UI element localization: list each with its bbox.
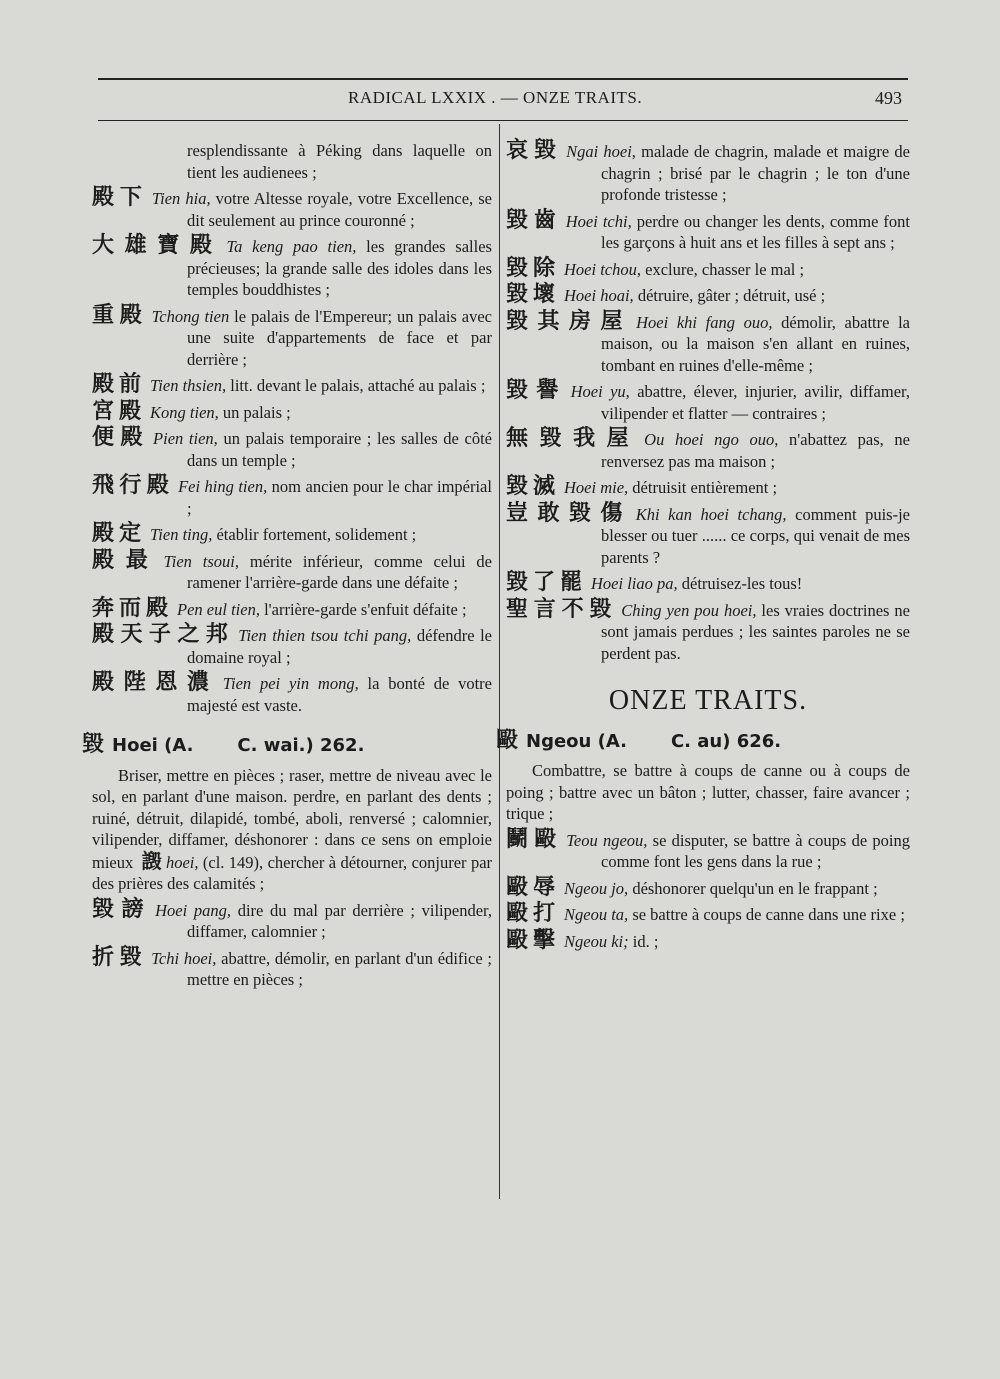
chinese-term: 毆打 xyxy=(506,901,561,926)
definition: un palais ; xyxy=(218,402,291,422)
romanization: Fei hing tien, xyxy=(178,477,268,496)
romanization: Teou ngeou, xyxy=(566,830,648,850)
definition: nom ancien pour le char impérial ; xyxy=(187,477,492,518)
running-title: RADICAL LXXIX . — ONZE TRAITS. xyxy=(348,88,643,107)
romanization: Ou hoei ngo ouo, xyxy=(644,430,779,449)
chinese-term: 毆擊 xyxy=(506,927,561,953)
romanization: Ngai hoei, xyxy=(566,142,636,161)
chinese-term: 毀壞 xyxy=(506,282,561,307)
headword-romanization: Hoei (A. xyxy=(112,735,194,756)
definition: abattre, élever, injurier, avilir, diffamer, vilipender et flatter — contraires ; xyxy=(601,382,910,423)
entry-continuation: resplendissante à Péking dans laquelle on tient les audienees ; xyxy=(187,141,492,182)
chinese-term: 毀了罷 xyxy=(506,570,588,595)
definition: déshonorer quelqu'un en le frappant ; xyxy=(628,878,878,898)
definition: se disputer, se battre à coups de poing comme font les gens dans la rue ; xyxy=(601,830,910,871)
definition: la bonté de votre majesté est vaste. xyxy=(187,674,492,715)
chinese-term: 殿下 xyxy=(92,185,148,210)
definition: l'arrière-garde s'enfuit défaite ; xyxy=(259,599,467,619)
chinese-term: 哀毀 xyxy=(506,138,563,163)
chinese-term: 宮殿 xyxy=(92,398,147,424)
chinese-term: 奔而殿 xyxy=(92,595,174,621)
headword-character: 毆 xyxy=(496,727,519,753)
chinese-term: 大雄寶殿 xyxy=(92,233,223,258)
entry xyxy=(506,140,910,206)
entry xyxy=(506,903,910,926)
chinese-term: 毀其房屋 xyxy=(506,308,633,334)
chinese-term: 毀除 xyxy=(506,255,561,281)
romanization: Hoei tchi, xyxy=(565,211,632,231)
romanization: Kong tien, xyxy=(150,402,219,422)
entry xyxy=(506,255,910,281)
page-number: 493 xyxy=(875,88,902,108)
chinese-term: 殿陛恩濃 xyxy=(92,670,219,695)
romanization: Ngeou jo, xyxy=(564,878,629,898)
chinese-term: 折毀 xyxy=(92,944,148,970)
entry xyxy=(92,235,492,301)
definition: malade de chagrin, malade et maigre de chagrin ; brisé par le chagrin ; le ton d'une profonde tristesse ; xyxy=(601,142,910,204)
entry xyxy=(92,944,492,991)
headword-entry xyxy=(496,727,910,753)
definition: litt. devant le palais, attaché au palais ; xyxy=(226,376,486,395)
romanization: Tien thsien, xyxy=(150,376,227,395)
definition: n'abattez pas, ne renversez pas ma maison ; xyxy=(601,430,910,471)
entry xyxy=(506,476,910,499)
right-column xyxy=(496,138,910,956)
chinese-term: 毀滅 xyxy=(506,474,561,499)
romanization: Tien ting, xyxy=(150,525,213,544)
column-divider xyxy=(499,124,500,1199)
romanization: Tien thien tsou tchi pang, xyxy=(238,626,412,645)
entry xyxy=(92,896,492,943)
chinese-term: 殿天子之邦 xyxy=(92,622,235,647)
headword-romanization: Ngeou (A. xyxy=(526,730,627,752)
chinese-term: 無毀我屋 xyxy=(506,426,641,451)
chinese-term: 豈敢毀傷 xyxy=(506,500,632,526)
romanization: Tien pei yin mong, xyxy=(222,674,359,693)
entry xyxy=(92,624,492,668)
headword-code: C. au) 626. xyxy=(670,730,782,752)
chinese-term: 毀譽 xyxy=(506,378,567,403)
header-rule xyxy=(98,120,908,121)
running-header xyxy=(98,88,908,114)
definition: comment puis-je blesser ou tuer ...... ce corps, qui venait de mes parents ? xyxy=(601,504,910,567)
entry xyxy=(506,927,910,953)
definition: établir fortement, solidement ; xyxy=(212,525,417,544)
chinese-term: 聖言不毀 xyxy=(506,596,618,622)
entry xyxy=(92,672,492,716)
romanization: Hoei tchou, xyxy=(564,259,641,279)
chinese-term: 毀謗 xyxy=(92,896,152,922)
chinese-term: 毆辱 xyxy=(506,874,561,900)
entry xyxy=(92,398,492,424)
definition: les vraies doctrines ne sont jamais perdues ; les saintes paroles ne se perdent pas. xyxy=(601,600,910,663)
romanization: Ngeou ta, xyxy=(564,905,629,924)
romanization: Khi kan hoei tchang, xyxy=(635,504,787,524)
chinese-term: 殿最 xyxy=(92,547,160,573)
romanization: Hoei khi fang ouo, xyxy=(636,312,773,332)
definition: détruisez-les tous! xyxy=(677,574,803,593)
headword-definition: Briser, mettre en pièces ; raser, mettre de niveau avec le sol, en parlant d'une maison. perdre, en parlant des dents ; ruiné, détruit, dilapidé, tombé, aboli, renversé ; calomnier, vilipender, diffamer, déshonorer : dans ce sens on emploie mieux 譭 hoei, (cl. 149), chercher à détourner, conjurer par des prières des calamités ; xyxy=(92,765,493,893)
entry xyxy=(506,308,910,377)
headword-entry xyxy=(82,734,492,757)
entry xyxy=(506,596,910,665)
entry xyxy=(506,826,910,873)
definition: se battre à coups de canne dans une rixe ; xyxy=(628,905,905,924)
definition: un palais temporaire ; les salles de côté dans un temple ; xyxy=(187,429,492,470)
entry xyxy=(506,207,910,254)
romanization: Pien tien, xyxy=(153,429,218,448)
chinese-term: 鬭毆 xyxy=(506,826,563,852)
definition: détruire, gâter ; détruit, usé ; xyxy=(633,286,826,305)
romanization: Hoei pang, xyxy=(155,900,232,920)
chinese-term: 殿定 xyxy=(92,521,147,546)
romanization: Tien tsoui, xyxy=(163,551,240,571)
entry xyxy=(506,874,910,900)
romanization: Hoei yu, xyxy=(570,382,630,401)
definition: défendre le domaine royal ; xyxy=(187,626,492,667)
definition: votre Altesse royale, votre Excellence, se dit seulement au prince couronné ; xyxy=(187,189,492,230)
entry xyxy=(92,374,492,397)
romanization: Ta keng pao tien, xyxy=(226,237,357,256)
romanization: Tchi hoei, xyxy=(151,948,217,968)
chinese-term: 殿前 xyxy=(92,372,147,397)
entry xyxy=(92,523,492,546)
definition: abattre, démolir, en parlant d'un édifice ; mettre en pièces ; xyxy=(187,948,492,989)
entry xyxy=(92,302,492,371)
chinese-term: 飛行殿 xyxy=(92,473,175,498)
chinese-term: 毀齒 xyxy=(506,207,562,233)
definition: exclure, chasser le mal ; xyxy=(641,259,805,279)
definition: mérite inférieur, comme celui de ramener l'arrière-garde dans une défaite ; xyxy=(187,551,492,592)
definition: démolir, abattre la maison, ou la maison s'en allant en ruines, tombant en ruines d'elle-même ; xyxy=(601,312,910,375)
entry xyxy=(506,500,910,569)
romanization: Hoei liao pa, xyxy=(591,574,678,593)
chinese-term: 重殿 xyxy=(92,302,148,328)
definition: perdre ou changer les dents, comme font les garçons à huit ans et les filles à sept ans ; xyxy=(601,211,910,252)
left-column xyxy=(82,140,493,995)
entry xyxy=(92,595,492,621)
entry xyxy=(92,475,492,519)
entry xyxy=(506,428,910,472)
definition: détruisit entièrement ; xyxy=(628,478,778,497)
entry xyxy=(506,572,910,595)
headword-code: C. wai.) 262. xyxy=(237,735,365,756)
entry xyxy=(506,380,910,424)
section-title: ONZE TRAITS. xyxy=(608,685,808,716)
romanization: Hoei mie, xyxy=(564,478,629,497)
entry xyxy=(506,284,910,307)
romanization: Tien hia, xyxy=(151,189,211,208)
definition: les grandes salles précieuses; la grande salle des idoles dans les temples bouddhistes ; xyxy=(187,237,492,299)
definition: le palais de l'Empereur; un palais avec une suite d'appartements de face et par derrière ; xyxy=(187,306,492,369)
headword-definition: Combattre, se battre à coups de canne ou à coups de poing ; battre avec un bâton ; lutter, chasser, faire avancer ; trique ; xyxy=(506,761,910,823)
definition: id. ; xyxy=(628,931,659,951)
entry xyxy=(92,187,492,231)
chinese-term: 便殿 xyxy=(92,425,150,450)
romanization: Pen eul tien, xyxy=(177,599,260,619)
romanization: Tchong tien xyxy=(151,306,230,326)
romanization: Ching yen pou hoei, xyxy=(621,600,757,620)
headword-character: 毀 xyxy=(82,732,105,757)
entry xyxy=(92,427,492,471)
inline-chinese: 譭 xyxy=(141,848,162,873)
romanization: Ngeou ki; xyxy=(564,931,629,951)
entry xyxy=(92,547,492,594)
top-rule xyxy=(98,78,908,80)
romanization: Hoei hoai, xyxy=(564,286,634,305)
definition: dire du mal par derrière ; vilipender, diffamer, calomnier ; xyxy=(187,900,492,941)
